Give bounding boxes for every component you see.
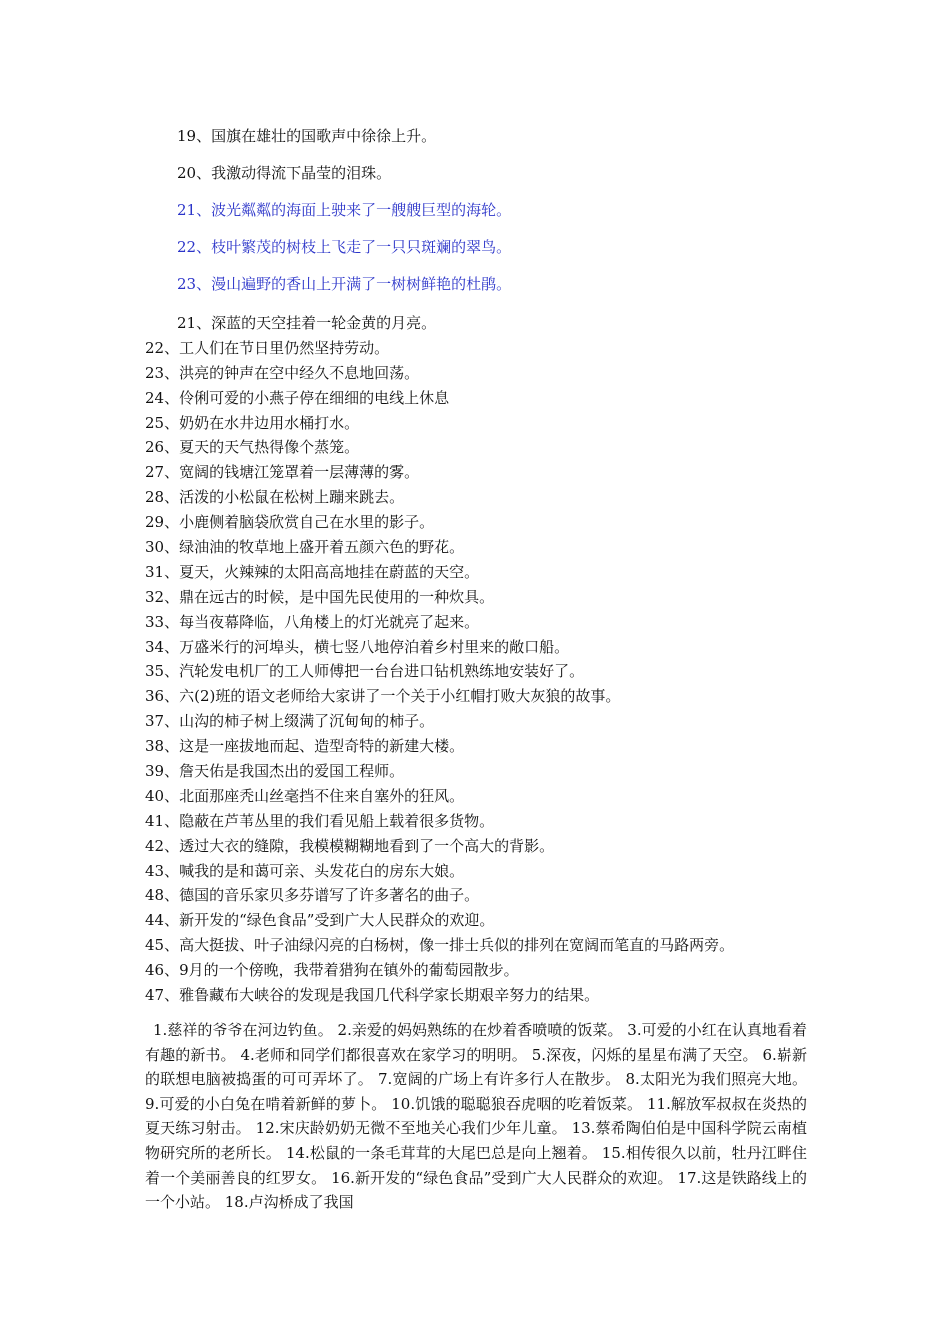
list-item: 36、六(2)班的语文老师给大家讲了一个关于小红帽打败大灰狼的故事。: [145, 687, 621, 706]
highlighted-sentence-23: 23、漫山遍野的香山上开满了一树树鲜艳的杜鹃。: [177, 275, 512, 293]
sentence-19: 19、国旗在雄壮的国歌声中徐徐上升。: [177, 127, 437, 145]
list-item: 48、德国的音乐家贝多芬谱写了许多著名的曲子。: [145, 886, 480, 905]
list-item: 42、透过大衣的缝隙，我模模糊糊地看到了一个高大的背影。: [145, 836, 555, 855]
list-item: 30、绿油油的牧草地上盛开着五颜六色的野花。: [145, 538, 465, 557]
list-item: 47、雅鲁藏布大峡谷的发现是我国几代科学家长期艰辛努力的结果。: [145, 986, 600, 1005]
list-item: 34、万盛米行的河埠头，横七竖八地停泊着乡村里来的敞口船。: [145, 637, 570, 656]
list-item: 38、这是一座拔地而起、造型奇特的新建大楼。: [145, 737, 465, 756]
sentence-list: [145, 311, 825, 1008]
list-item: 40、北面那座秃山丝毫挡不住来自塞外的狂风。: [145, 786, 465, 805]
list-item: 26、夏天的天气热得像个蒸笼。: [145, 438, 360, 457]
list-item: 44、新开发的“绿色食品”受到广大人民群众的欢迎。: [145, 911, 495, 930]
list-item: 28、活泼的小松鼠在松树上蹦来跳去。: [145, 488, 405, 507]
list-item: 32、鼎在远古的时候，是中国先民使用的一种炊具。: [145, 587, 495, 606]
highlighted-sentence-21: 21、波光粼粼的海面上驶来了一艘艘巨型的海轮。: [177, 201, 512, 219]
sentence-20: 20、我激动得流下晶莹的泪珠。: [177, 164, 392, 182]
list-item: 23、洪亮的钟声在空中经久不息地回荡。: [145, 363, 420, 382]
list-item: 25、奶奶在水井边用水桶打水。: [145, 413, 360, 432]
highlighted-sentence-22: 22、枝叶繁茂的树枝上飞走了一只只斑斓的翠鸟。: [177, 238, 512, 256]
list-item: 39、詹天佑是我国杰出的爱国工程师。: [145, 762, 405, 781]
list-item: 27、宽阔的钱塘江笼罩着一层薄薄的雾。: [145, 463, 420, 482]
indented-sentence-block: [177, 126, 817, 294]
list-item: 24、伶俐可爱的小燕子停在细细的电线上休息: [145, 388, 450, 407]
list-item: 33、每当夜幕降临，八角楼上的灯光就亮了起来。: [145, 612, 480, 631]
list-item: 43、喊我的是和蔼可亲、头发花白的房东大娘。: [145, 861, 465, 880]
list-item: 46、9月的一个傍晚，我带着猎狗在镇外的葡萄园散步。: [145, 961, 519, 980]
list-item: 29、小鹿侧着脑袋欣赏自己在水里的影子。: [145, 513, 435, 532]
numbered-sentences-paragraph: 1.慈祥的爷爷在河边钓鱼。 2.亲爱的妈妈熟练的在炒着香喷喷的饭菜。 3.可爱的小红在认真地看着有趣的新书。 4.老师和同学们都很喜欢在家学习的明明。 5.深夜，闪烁的星星布满了天空。 6.崭新的联想电脑被捣蛋的可可弄坏了。 7.宽阔的广场上有许多行人在散步。 8.太阳光为我们照亮大地。 9.可爱的小白兔在啃着新鲜的萝卜。 10.饥饿的聪聪狼吞虎咽的吃着饭菜。 11.解放军叔叔在炎热的夏天练习射击。 12.宋庆龄奶奶无微不至地关心我们少年儿童。 13.蔡希陶伯伯是中国科学院云南植物研究所的老所长。 14.松鼠的一条毛茸茸的大尾巴总是向上翘着。 15.相传很久以前，牡丹江畔住着一个美丽善良的红罗女。 16.新开发的“绿色食品”受到广大人民群众的欢迎。 17.这是铁路线上的一个小站。 18.卢沟桥成了我国: [145, 1021, 807, 1212]
list-item: 35、汽轮发电机厂的工人师傅把一台台进口钻机熟练地安装好了。: [145, 662, 585, 681]
list-item: 22、工人们在节日里仍然坚持劳动。: [145, 338, 390, 357]
list-item: 45、高大挺拔、叶子油绿闪亮的白杨树，像一排士兵似的排列在宽阔而笔直的马路两旁。: [145, 936, 735, 955]
list-item: 31、夏天，火辣辣的太阳高高地挂在蔚蓝的天空。: [145, 562, 480, 581]
list-item: 21、深蓝的天空挂着一轮金黄的月亮。: [177, 314, 437, 332]
list-item: 37、山沟的柿子树上缀满了沉甸甸的柿子。: [145, 712, 435, 731]
list-item: 41、隐蔽在芦苇丛里的我们看见船上载着很多货物。: [145, 811, 495, 830]
